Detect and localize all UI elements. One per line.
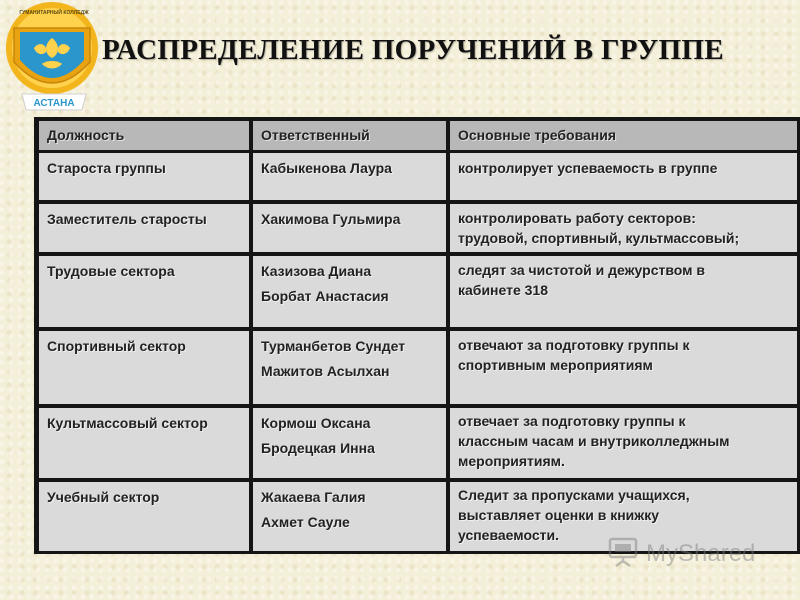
requirement-line: классным часам и внутриколледжным — [458, 433, 730, 449]
table-row-responsible — [253, 153, 446, 200]
requirement-line: спортивным мероприятиям — [458, 357, 653, 373]
myshared-watermark — [606, 537, 755, 571]
requirement-line: контролирует успеваемость в группе — [458, 160, 718, 176]
responsible-name: Кабыкенова Лаура — [261, 160, 392, 176]
responsible-name: Хакимова Гульмира — [261, 211, 401, 227]
table-row-position: Учебный сектор — [39, 482, 249, 551]
table-row-responsible — [253, 482, 446, 551]
responsible-name: Жакаева Галия — [261, 489, 366, 505]
table-row-responsible — [253, 204, 446, 252]
table-row-position: Культмассовый сектор — [39, 408, 249, 478]
table-row-position: Трудовые сектора — [39, 256, 249, 327]
requirement-line: мероприятиям. — [458, 453, 565, 469]
requirement-line: Следит за пропусками учащихся, — [458, 487, 690, 503]
responsible-name: Мажитов Асылхан — [261, 363, 390, 379]
assignments-table — [34, 117, 800, 554]
presentation-board-icon — [606, 535, 640, 574]
watermark-text: MyShared — [646, 540, 756, 567]
requirement-line: следят за чистотой и дежурством в — [458, 262, 705, 278]
table-header-requirements: Основные требования — [450, 121, 797, 150]
requirement-line: выставляет оценки в книжку — [458, 507, 660, 523]
table-row-requirements — [450, 204, 797, 252]
responsible-name: Турманбетов Сундет — [261, 338, 406, 354]
responsible-name: Борбат Анастасия — [261, 288, 389, 304]
table-header-position: Должность — [39, 121, 249, 150]
requirement-line: трудовой, спортивный, культмассовый; — [458, 230, 740, 246]
table-header-responsible: Ответственный — [253, 121, 446, 150]
table-row-position: Спортивный сектор — [39, 331, 249, 404]
requirement-line: успеваемости. — [458, 527, 559, 543]
table-row-requirements — [450, 331, 797, 404]
responsible-name: Бродецкая Инна — [261, 440, 375, 456]
logo-arc-text: ГУМАНИТАРНЫЙ КОЛЛЕДЖ — [19, 10, 89, 16]
table-row-responsible — [253, 331, 446, 404]
table-row-responsible — [253, 408, 446, 478]
responsible-name: Казизова Диана — [261, 263, 372, 279]
table-row-requirements — [450, 408, 797, 478]
responsible-name: Кормош Оксана — [261, 415, 371, 431]
requirement-line: отвечают за подготовку группы к — [458, 337, 690, 353]
table-row-requirements — [450, 153, 797, 200]
table-row-requirements — [450, 256, 797, 327]
college-logo — [0, 0, 108, 112]
page-title: РАСПРЕДЕЛЕНИЕ ПОРУЧЕНИЙ В ГРУППЕ — [102, 34, 724, 66]
table-row-position: Староста группы — [39, 153, 249, 200]
table-row-responsible — [253, 256, 446, 327]
responsible-name: Ахмет Сауле — [261, 514, 350, 530]
table-row-position: Заместитель старосты — [39, 204, 249, 252]
requirement-line: контролировать работу секторов: — [458, 210, 696, 226]
logo-city-text: АСТАНА — [33, 98, 75, 109]
requirement-line: кабинете 318 — [458, 282, 548, 298]
requirement-line: отвечает за подготовку группы к — [458, 413, 686, 429]
